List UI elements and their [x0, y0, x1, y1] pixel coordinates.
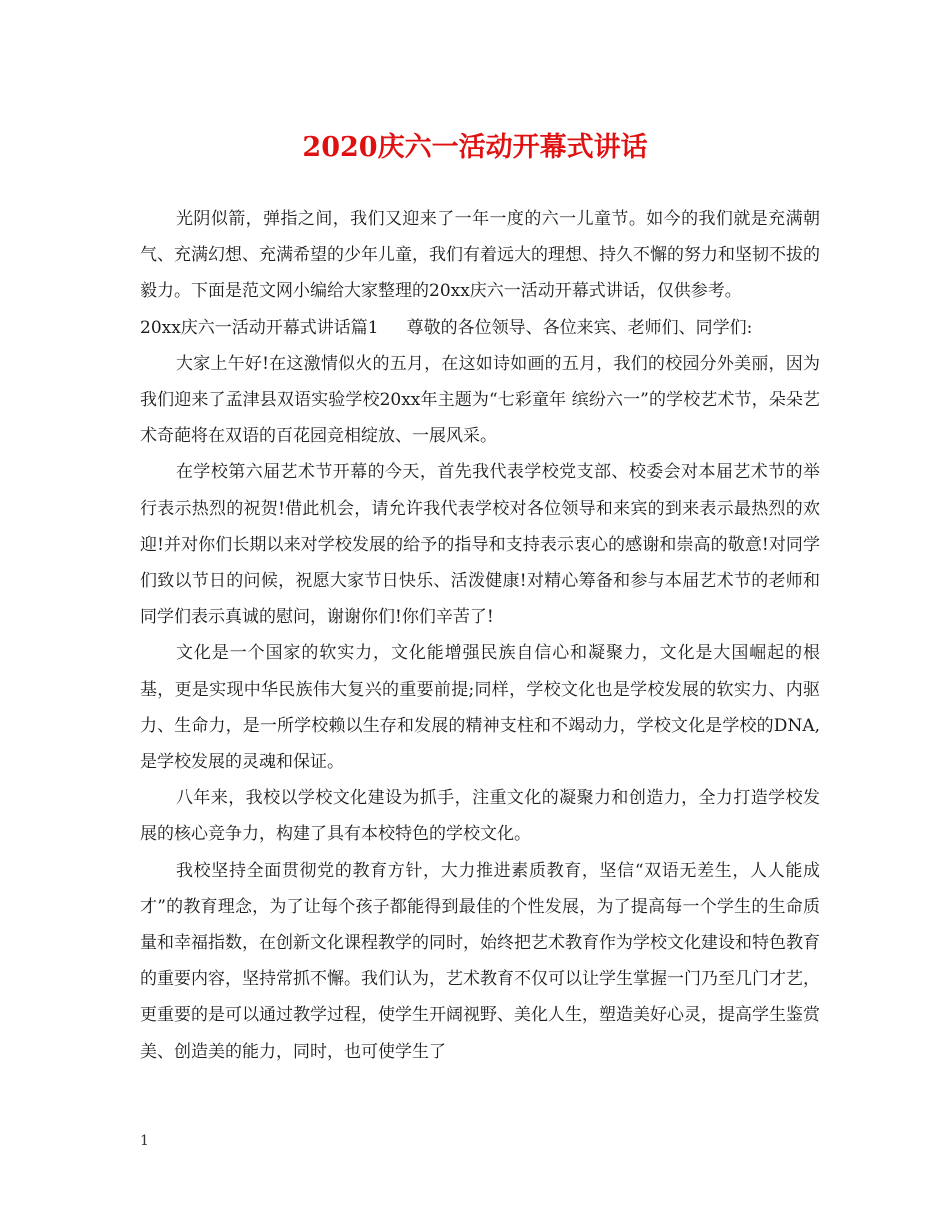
document-title: 2020庆六一活动开幕式讲话	[302, 132, 648, 163]
body-paragraph: 文化是一个国家的软实力，文化能增强民族自信心和凝聚力，文化是大国崛起的根基，更是实现中华民族伟大复兴的重要前提;同样，学校文化也是学校发展的软实力、内驱力、生命力，是一所学校赖以生存和发展的精神支柱和不竭动力，学校文化是学校的DNA,是学校发展的灵魂和保证。	[140, 643, 820, 773]
section-greeting: 尊敬的各位领导、各位来宾、老师们、同学们:	[406, 317, 753, 338]
page-number: 1	[140, 1133, 149, 1149]
section-heading-line	[140, 310, 820, 346]
body-paragraph: 在学校第六届艺术节开幕的今天，首先我代表学校党支部、校委会对本届艺术节的举行表示热烈的祝贺!借此机会，请允许我代表学校对各位领导和来宾的到来表示最热烈的欢迎!并对你们长期以来对学校发展的给予的指导和支持表示衷心的感谢和崇高的敬意!对同学们致以节日的问候，祝愿大家节日快乐、活泼健康!对精心筹备和参与本届艺术节的老师和同学们表示真诚的慰问，谢谢你们!你们辛苦了!	[140, 462, 820, 628]
body-paragraph: 大家上午好!在这激情似火的五月，在这如诗如画的五月，我们的校园分外美丽，因为我们迎来了孟津县双语实验学校20xx年主题为“七彩童年 缤纷六一”的学校艺术节，朵朵艺术奇葩将在双语的百花园竞相绽放、一展风采。	[140, 353, 820, 447]
document-body	[140, 201, 820, 1070]
body-paragraph: 八年来，我校以学校文化建设为抓手，注重文化的凝聚力和创造力，全力打造学校发展的核心竞争力，构建了具有本校特色的学校文化。	[140, 788, 820, 845]
body-paragraph: 我校坚持全面贯彻党的教育方针，大力推进素质教育，坚信“双语无差生，人人能成才”的教育理念，为了让每个孩子都能得到最佳的个性发展，为了提高每一个学生的生命质量和幸福指数，在创新文化课程教学的同时，始终把艺术教育作为学校文化建设和特色教育的重要内容，坚持常抓不懈。我们认为，艺术教育不仅可以让学生掌握一门乃至几门才艺，更重要的是可以通过教学过程，使学生开阔视野、美化人生，塑造美好心灵，提高学生鉴赏美、创造美的能力，同时，也可使学生了	[140, 860, 820, 1062]
section-heading: 20xx庆六一活动开幕式讲话篇1	[140, 317, 379, 338]
intro-paragraph: 光阴似箭，弹指之间，我们又迎来了一年一度的六一儿童节。如今的我们就是充满朝气、充满幻想、充满希望的少年儿童，我们有着远大的理想、持久不懈的努力和坚韧不拔的毅力。下面是范文网小编给大家整理的20xx庆六一活动开幕式讲话，仅供参考。	[140, 209, 820, 302]
